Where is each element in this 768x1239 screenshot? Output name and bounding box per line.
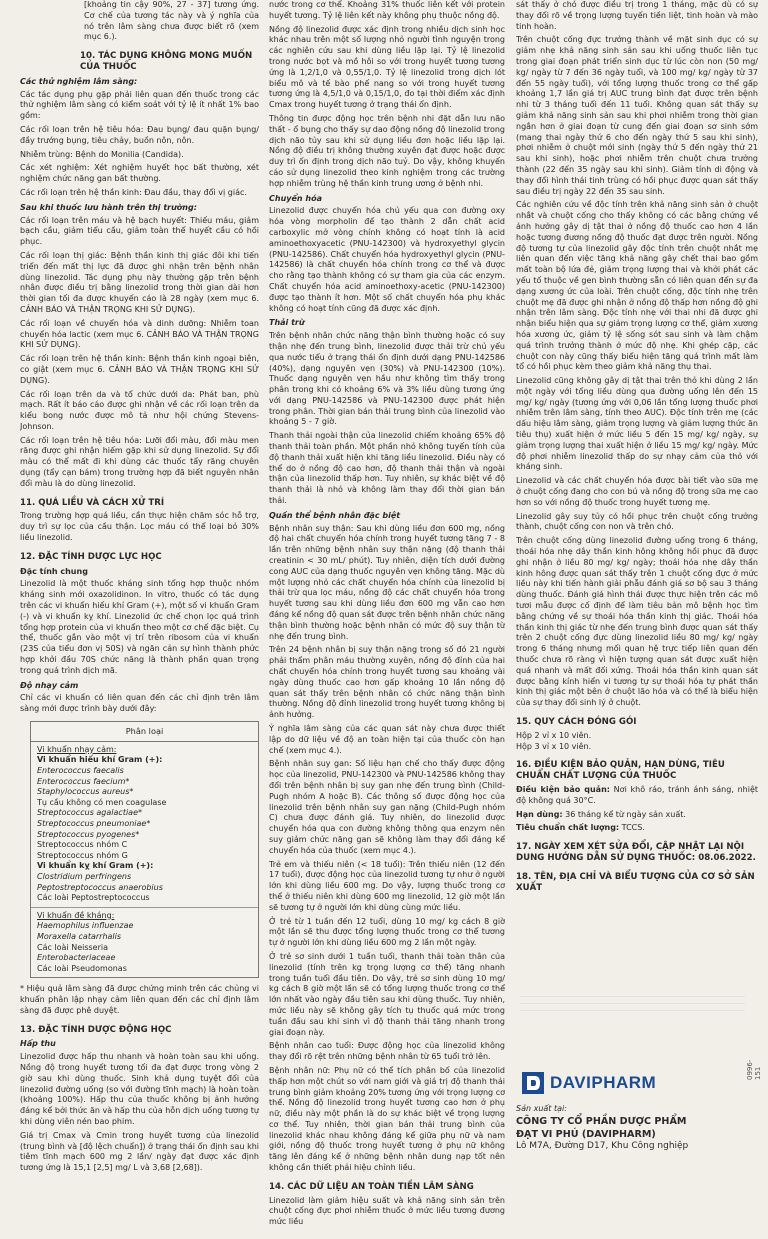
section-12-title: 12. ĐẶC TÍNH DƯỢC LỰC HỌC xyxy=(20,551,162,562)
gram-positive-list xyxy=(37,766,252,861)
table-section-resistant xyxy=(31,907,258,978)
paragraph: Trên 24 bệnh nhân bị suy thận nặng trong số đó 21 người phải thẩm phân máu thường xuyên, nồng độ đỉnh của hai chất chuyển hóa chính trong huyết tương sau khoảng vài ngày dùng thuốc cao hơn gấp khoảng 10 lần nồng độ quan sát thấy trên bệnh nhân có chức năng thận bình thường. Nồng độ đỉnh linezolid trong huyết tương không bị ảnh hưởng. xyxy=(269,645,505,720)
paragraph: Linezolid cũng không gây dị tật thai trên thỏ khi dùng 2 lần một ngày với tổng liều dùng qua đường uống lên đến 15 mg/ kg/ ngày (tương ứng với 0,06 lần tổng lượng thuốc phơi nhiễm trên lâm sàng, tính theo AUC). Độc tính trên mẹ (các dấu hiệu lâm sàng, giảm trọng lượng và giảm lượng thức ăn tiêu thụ) xuất hiện ở mức liều 5 đến 15 mg/ kg/ ngày, sự giảm trọng lượng thai xuất hiện ở liều 15 mg/ kg/ ngày. Mức độ phơi nhiễm linezolid thấp do sự nhạy cảm của thỏ với kháng sinh. xyxy=(516,376,758,472)
value: Nơi khô ráo, tránh ánh sáng, nhiệt độ không quá 30°C. xyxy=(516,784,758,805)
paragraph: Nồng độ linezolid được xác định trong nhiều dịch sinh học khác nhau trên một số lượng nhỏ người tình nguyện trong các nghiên cứu sau khi dùng liều lặp lại. Tỷ lệ linezolid trong nước bọt và mồ hôi so với trong huyết tương tương ứng là 1,2/1,0 và 0,55/1,0. Tỷ lệ linezolid trong dịch lót biểu mô và tế bào phế nang so với trong huyết tương tương ứng là 4,5/1,0 và 0,15/1,0, đo tại thời điểm xác định Cmax trong huyết tương ở trạng thái ổn định. xyxy=(269,24,505,110)
subheading: Thải trừ xyxy=(269,318,305,328)
paragraph: Giá trị Cmax và Cmin trong huyết tương của linezolid (trung bình và [độ lệch chuẩn]) ở trạng thái ổn định sau khi tiêm tĩnh mạch 600 mg 2 lần/ ngày đạt được xác định tương ứng là 15,1 [2,5] mg/ L và 3,68 [2,68]). xyxy=(20,1130,259,1173)
section-13-title: 13. ĐẶC TÍNH DƯỢC ĐỘNG HỌC xyxy=(20,1024,172,1035)
label: Hạn dùng: xyxy=(516,809,563,819)
subheading: Sau khi thuốc lưu hành trên thị trường: xyxy=(20,202,197,212)
bacteria-item: Các loài Neisseria xyxy=(37,942,109,952)
paragraph: Nhiễm trùng: Bệnh do Monilia (Candida). xyxy=(20,149,184,159)
susceptibility-table xyxy=(30,721,259,978)
made-by-label: Sản xuất tại: xyxy=(516,1104,567,1114)
subheading: Các thử nghiệm lâm sàng: xyxy=(20,76,138,86)
table-header: Phân loại xyxy=(31,722,258,742)
bacteria-item: Các loài Pseudomonas xyxy=(37,963,127,973)
paragraph: Các xét nghiệm: Xét nghiệm huyết học bất thường, xét nghiệm chức năng gan bất thường. xyxy=(20,163,259,184)
paragraph: Các rối loạn trên máu và hệ bạch huyết: Thiếu máu, giảm bạch cầu, giảm tiểu cầu, giảm toàn thể huyết cầu có hồi phục. xyxy=(20,215,259,247)
paragraph: Các rối loạn trên da và tổ chức dưới da: Phát ban, phù mạch. Rất ít báo cáo được ghi nhận về các rối loạn trên da kiểu bong nước được mô tả như hội chứng Stevens-Johnson. xyxy=(20,389,259,431)
section-16-title: 16. ĐIỀU KIỆN BẢO QUẢN, HẠN DÙNG, TIÊU CHUẨN CHẤT LƯỢNG CỦA THUỐC xyxy=(516,760,725,782)
paragraph: Linezolid làm giảm hiệu suất và khả năng sinh sản trên chuột cống đực phơi nhiễm thuốc ở mức liều tương đương mức liều xyxy=(269,1195,505,1227)
table-group-title: Vi khuẩn đề kháng: xyxy=(37,910,115,920)
bacteria-item: Enterococcus faecalis xyxy=(37,766,124,775)
bacteria-item: Clostridium perfringens xyxy=(37,871,132,881)
divider xyxy=(520,1003,745,1004)
bacteria-item: Streptococcus nhóm C xyxy=(37,840,128,850)
paragraph: Thanh thải ngoài thận của linezolid chiếm khoảng 65% độ thanh thải toàn phần. Một phần nhỏ không tuyến tính của độ thanh thải xuất hiện khi tăng liều linezolid. Điều này có thể do ở nồng độ cao hơn, độ thanh thải thận và ngoài thận của linezolid thấp hơn. Tuy nhiên, sự khác biệt về độ thanh thải là nhỏ và không làm thay đổi thời gian bán thải. xyxy=(269,431,505,506)
company-address: Lô M7A, Đường D17, Khu Công nghiệp xyxy=(516,1141,689,1152)
label: Tiêu chuẩn chất lượng: xyxy=(516,823,620,833)
bacteria-item: Tụ cầu không có men coagulase xyxy=(37,797,167,807)
section-11-title: 11. QUÁ LIỀU VÀ CÁCH XỬ TRÍ xyxy=(20,497,165,508)
paragraph: Trên chuột cống đực trưởng thành về mặt sinh dục có sự giảm nhẹ khả năng sinh sản sau khi uống thuốc liên tục trong giai đoạn phát triển sinh dục từ lúc còn non (50 mg/ kg/ ngày từ 7 đến 36 ngày tuổi, và 100 mg/ kg/ ngày từ 37 đến 55 ngày tuổi), với tổng lượng thuốc trong cơ thể gấp khoảng 1,7 lần giá trị AUC trung bình đạt được trên bệnh nhi từ 3 tháng tuổi đến 11 tuổi. Không quan sát thấy sự giảm khả năng sinh sản sau khi phơi nhiễm trong thời gian ngắn hơn ở giai đoạn từ cung đến giai đoạn sơ sinh sớm (mang thai ngày thứ 6 cho đến ngày thứ 5 sau khi sinh), phơi nhiễm ở chuột mới sinh (ngày thứ 5 đến ngày thứ 21 sau khi sinh), hoặc phơi nhiễm trên chuột chưa trưởng thành (22 đến 35 ngày sau khi sinh). Giảm tính di động và thay đổi hình thái tinh trùng có hồi phục được quan sát thấy sau điều trị ngày 22 đến 35 sau sinh. xyxy=(516,35,758,196)
column-1 xyxy=(20,0,259,1239)
divider xyxy=(520,1010,745,1011)
bacteria-item: Staphylococcus aureus* xyxy=(37,787,134,797)
bacteria-item: Streptococcus pyogenes* xyxy=(37,829,140,839)
paragraph: Chỉ các vi khuẩn có liên quan đến các chỉ định trên lâm sàng mới được trình bày dưới đây: xyxy=(20,693,259,714)
paragraph: Các rối loạn về chuyển hóa và dinh dưỡng: Nhiễm toan chuyển hóa lactic (xem mục 6. CẢNH BÁO VÀ THẬN TRỌNG KHI SỬ DỤNG). xyxy=(20,318,259,350)
logo-wordmark: DAVIPHARM xyxy=(550,1072,657,1092)
paragraph: Các rối loạn trên hệ tiêu hóa: Đau bụng/ đau quặn bụng/ đầy trướng bụng, tiêu chảy, buồn nôn, nôn. xyxy=(20,124,259,145)
section-10-title: 10. TÁC DỤNG KHÔNG MONG MUỐN CỦA THUỐC xyxy=(80,51,253,72)
bacteria-item: Streptococcus agalactiae* xyxy=(37,808,142,818)
side-code: 0996-151 xyxy=(746,1059,762,1080)
bacteria-item: Enterococcus faecium* xyxy=(37,776,130,786)
paragraph: Trong trường hợp quá liều, cần thực hiện chăm sóc hỗ trợ, duy trì sự lọc của cầu thận. Lọc máu có thể loại bỏ 30% liều linezolid. xyxy=(20,511,259,543)
list-item: Hộp 3 vỉ x 10 viên. xyxy=(516,741,592,751)
label: 17. NGÀY XEM XÉT SỬA ĐỔI, CẬP NHẬT LẠI NỘI DUNG HƯỚNG DẪN SỬ DỤNG THUỐC: xyxy=(516,842,745,863)
bacteria-item: Peptostreptococcus anaerobius xyxy=(37,882,163,892)
standard-line xyxy=(516,823,758,834)
table-section-sensitive xyxy=(31,742,258,907)
table-group-title: Vi khuẩn nhạy cảm: xyxy=(37,744,117,754)
company-name-line-2: ĐẠT VI PHÚ (DAVIPHARM) xyxy=(516,1129,656,1141)
paragraph: * Hiệu quả lâm sàng đã được chứng minh trên các chủng vi khuẩn phân lập nhạy cảm liên quan đến các chỉ định lâm sàng đã được phê duyệt. xyxy=(20,984,259,1015)
divider xyxy=(520,996,745,997)
paragraph: Các rối loạn trên hệ thần kinh: Bệnh thần kinh ngoại biên, co giật (xem mục 6. CẢNH BÁO VÀ THẬN TRỌNG KHI SỬ DỤNG). xyxy=(20,354,259,385)
bacteria-item: Các loài Peptostreptococcus xyxy=(37,893,150,903)
storage-line xyxy=(516,785,758,807)
anaerobe-list xyxy=(37,872,252,904)
subheading: Hấp thu xyxy=(20,1039,56,1049)
paragraph: Linezolid được chuyển hóa chủ yếu qua con đường oxy hóa vòng morpholin để tạo thành 2 dẫn chất acid carboxylic mở vòng chính không có hoạt tính là acid aminoethoxyacetic (PNU-142300) và hydroxyethyl glycin (PNU-142586). Chất chuyển hóa hydroxyethyl glycin (PNU-142586) là chất chuyển hóa chính trong cơ thể và được cho rằng tạo thành không có sự tham gia của các enzym. Chất chuyển hóa acid aminoethoxy-acetic (PNU-142300) được tạo thành ít hơn. Một số chất chuyển hóa phụ khác không có hoạt tính cũng đã được xác định. xyxy=(269,206,505,313)
paragraph: Linezolid là một thuốc kháng sinh tổng hợp thuộc nhóm kháng sinh mới oxazolidinon. In vitro, thuốc có tác dụng trên các vi khuẩn hiếu khí Gram (+), một số vi khuẩn Gram (-) và vi khuẩn kỵ khí. Linezolid ức chế chọn lọc quá trình tổng hợp protein của vi khuẩn theo một cơ chế đặc biệt. Cụ thể, thuốc gắn vào một vị trí trên ribosom của vi khuẩn (23S của tiểu đơn vị 50S) và ngăn cản sự hình thành phức hợp khởi đầu 70S chức năng là thành phần quan trọng trong quá trình dịch mã. xyxy=(20,579,259,675)
bacteria-item: Streptococcus pneumoniae* xyxy=(37,818,151,828)
paragraph: Ở trẻ từ 1 tuần đến 12 tuổi, dùng 10 mg/ kg cách 8 giờ một lần sẽ thu được tổng lượng thuốc trong cơ thể tương tự ở người lớn khi dùng liều 600 mg 2 lần một ngày. xyxy=(269,916,505,948)
paragraph: Trên bệnh nhân chức năng thận bình thường hoặc có suy thận nhẹ đến trung bình, linezolid được thải trừ chủ yếu qua nước tiểu ở trạng thái ổn định dưới dạng PNU-142586 (40%), dạng nguyên vẹn (30%) và PNU-142300 (10%). Thuốc dạng nguyên vẹn hầu như không tìm thấy trong phân trong khi có khoảng 6% và 3% liều dùng tương ứng với dạng PNU-142586 và PNU-142300 được phát hiện trong phân. Thời gian bán thải trung bình của linezolid vào khoảng 5 - 7 giờ. xyxy=(269,331,505,427)
paragraph: Ý nghĩa lâm sàng của các quan sát này chưa được thiết lập do dữ liệu về độ an toàn hiện tại của thuốc còn hạn chế (xem mục 4.). xyxy=(269,724,505,755)
paragraph: Các rối loạn thị giác: Bệnh thần kinh thị giác đôi khi tiến triển đến mất thị lực đã được ghi nhận trên bệnh nhân dùng linezolid. Tác dụng phụ này thường gặp trên bệnh nhân được điều trị bằng linezolid trong thời gian dài hơn thời gian tối đa được khuyến cáo là 28 ngày (xem mục 6. CẢNH BÁO VÀ THẬN TRỌNG KHI SỬ DỤNG). xyxy=(20,250,259,314)
subheading: Chuyển hóa xyxy=(269,193,322,203)
table-group-title: Vi khuẩn hiếu khí Gram (+): xyxy=(37,755,163,765)
company-name-line-1: CÔNG TY CỔ PHẦN DƯỢC PHẨM xyxy=(516,1116,687,1128)
section-15-title: 15. QUY CÁCH ĐÓNG GÓI xyxy=(516,717,637,727)
paragraph: nước trong cơ thể. Khoảng 31% thuốc liên kết với protein huyết tương. Tỷ lệ liên kết này không phụ thuộc nồng độ. xyxy=(269,0,505,20)
paragraph: Linezolid và các chất chuyển hóa được bài tiết vào sữa mẹ ở chuột cống đang cho con bú và nồng độ trong sữa mẹ cao hơn so với nồng độ thuốc trong huyết tương mẹ. xyxy=(516,476,758,507)
paragraph: Thông tin được động học trên bệnh nhi đặt dẫn lưu não thất - ổ bụng cho thấy sự dao động nồng độ linezolid trong dịch não tủy sau khi sử dụng liều đơn hoặc liều lặp lại. Nồng độ điều trị không thường xuyên đạt được hoặc được duy trì ổn định trong dịch não tuỷ. Do vậy, không khuyến cáo sử dụng linezolid theo kinh nghiệm trong các trường hợp nhiễm trùng hệ thần kinh trung ương ở bệnh nhi. xyxy=(269,113,505,188)
paragraph: sát thấy ở chó được điều trị trong 1 tháng, mặc dù có sự thay đổi rõ về trọng lượng tuyến tiền liệt, tinh hoàn và mào tinh hoàn. xyxy=(516,0,758,31)
bacteria-item: Enterobacteriaceae xyxy=(37,953,116,963)
paragraph: Các nghiên cứu về độc tính trên khả năng sinh sản ở chuột nhắt và chuột cống cho thấy không có các bằng chứng về ảnh hưởng gây dị tật thai ở nồng độ thuốc cao hơn 4 lần hoặc tương đương nồng độ thuốc đạt được trên người. Nồng độ tương tự của linezolid gây độc tính trên chuột nhắt mẹ liên quan đến việc tăng khả năng gây chết thai bao gồm mất toàn bộ lứa đẻ, giảm trọng lượng thai và khởi phát các yếu tố thuộc về gen bình thường sẵn có liên quan đến sự đa dạng xương ức của loài. Trên chuột cống, độc tính nhẹ trên chuột mẹ đã được ghi nhận ở nồng độ thấp hơn nồng độ ghi nhận trên lâm sàng. Độc tính nhẹ với thai nhi đã được ghi nhận biểu hiện qua sự giảm trọng lượng cơ thể, giảm xương hóa xương ức, giảm tỷ lệ sống sót sau sinh và làm chậm quá trình trưởng thành ở mức độ nhẹ. Khi ghép cặp, các chuột con này cũng thấy biểu hiện tăng quá trình mất làm tổ có hồi phục kèm theo giảm khả năng thụ thai. xyxy=(516,200,758,372)
value: 36 tháng kể từ ngày sản xuất. xyxy=(562,809,686,819)
paragraph: Linezolid được hấp thu nhanh và hoàn toàn sau khi uống. Nồng độ trong huyết tương tối đa đạt được trong vòng 2 giờ sau khi dùng thuốc. Sinh khả dụng tuyệt đối của linezolid đường uống (so với đường tĩnh mạch) là hoàn toàn (khoảng 100%). Hấp thu của thuốc không bị ảnh hưởng đáng kể bởi thức ăn và hấp thu của hỗn dịch uống tương tự khi dùng viên nén bao phim. xyxy=(20,1052,259,1127)
label: Điều kiện bảo quản: xyxy=(516,784,610,794)
section-18-title: 18. TÊN, ĐỊA CHỈ VÀ BIỂU TƯỢNG CỦA CƠ SỞ SẢN XUẤT xyxy=(516,871,755,893)
paragraph: Bệnh nhân nữ: Phụ nữ có thể tích phân bố của linezolid thấp hơn một chút so với nam giới và giá trị độ thanh thải trung bình giảm khoảng 20% tương ứng với trọng lượng cơ thể. Nồng độ linezolid trong huyết tương cao hơn ở phụ nữ, điều này một phần là do sự khác biệt về trọng lượng cơ thể. Tuy nhiên, thời gian bán thải trung bình của linezolid khác nhau không đáng kể giữa phụ nữ và nam giới, nồng độ thuốc trong huyết tương ở phụ nữ không tăng lên đáng kể ở những bệnh nhân dung nạp tốt nên không cần thiết phải hiệu chỉnh liều. xyxy=(269,1065,505,1173)
list-item: Hộp 2 vỉ x 10 viên. xyxy=(516,730,592,740)
bacteria-item: Streptococcus nhóm G xyxy=(37,850,128,860)
shelf-life-line xyxy=(516,810,758,821)
paragraph: Bệnh nhân suy gan: Số liệu hạn chế cho thấy được động học của linezolid, PNU-142300 và PNU-142586 không thay đổi trên bệnh nhân bị suy gan nhẹ đến trung bình (Child-Pugh nhóm A hoặc B). Các thông số được động học của linezolid trên bệnh nhân suy gan nặng (Child-Pugh nhóm C) chưa được đánh giá. Tuy nhiên, do linezolid được chuyển hóa qua con đường không thông qua enzym nên suy giảm chức năng gan sẽ không làm thay đổi đáng kể chuyển hóa của thuốc (xem mục 4.). xyxy=(269,759,505,855)
paragraph: Các rối loạn trên hệ tiêu hóa: Lưỡi đổi màu, đổi màu men răng được ghi nhận hiếm gặp khi sử dụng linezolid. Sự đổi màu có thể mất đi khi dùng các thuốc tẩy răng chuyên dụng (tẩy cạn bám) trong trường hợp đã biết nguyên nhân đổi màu là do dùng linezolid. xyxy=(20,435,259,488)
paragraph: Ở trẻ sơ sinh dưới 1 tuần tuổi, thanh thải toàn thân của linezolid (tính trên kg trọng lượng cơ thể) tăng nhanh trong tuần tuổi đầu tiên. Do vậy, trẻ sơ sinh dùng 10 mg/ kg cách 8 giờ một lần sẽ có tổng lượng thuốc trong cơ thể lớn nhất vào ngày đầu tiên sau khi dùng thuốc. Tuy nhiên, mức liều này sẽ không gây tích tụ thuốc quá mức trong tuần đầu sau khi sinh vì độ thanh thải tăng nhanh trong giai đoạn này. xyxy=(269,951,505,1037)
subheading: Đặc tính chung xyxy=(20,566,88,576)
revision-date: 08.06.2022. xyxy=(695,852,756,863)
paragraph: Bệnh nhân cao tuổi: Được động học của linezolid không thay đổi rõ rệt trên những bệnh nhân từ 65 tuổi trở lên. xyxy=(269,1041,505,1062)
faded-show-through-text xyxy=(520,990,745,1110)
value: TCCS. xyxy=(619,823,645,833)
paragraph: Bệnh nhân suy thận: Sau khi dùng liều đơn 600 mg, nồng độ hai chất chuyển hóa chính trong huyết tương tăng 7 - 8 lần trên những bệnh nhân suy thận nặng (độ thanh thải creatinin < 30 mL/ phút). Tuy nhiên, diện tích dưới đường cong AUC của dạng thuốc nguyên vẹn không tăng. Mặc dù một lượng nhỏ các chất chuyển hóa chính của linezolid bị thải trừ qua lọc máu, nồng độ các chất chuyển hóa trong huyết tương sau khi dùng liều đơn 600 mg vẫn cao hơn đáng kể nồng độ quan sát được trên bệnh nhân chức năng thận bình thường hoặc bệnh nhân có mức độ suy thận từ nhẹ đến trung bình. xyxy=(269,523,505,641)
subheading: Độ nhạy cảm xyxy=(20,680,79,690)
bacteria-item: Moraxella catarrhalis xyxy=(37,931,122,941)
paragraph: Các rối loạn trên hệ thần kinh: Đau đầu, thay đổi vị giác. xyxy=(20,187,247,197)
column-2 xyxy=(269,0,505,1239)
paragraph: Các tác dụng phụ gặp phải liên quan đến thuốc trong các thử nghiệm lâm sàng có kiểm soát với tỷ lệ ít nhất 1% bao gồm: xyxy=(20,89,259,121)
paragraph: Linezolid gây suy tủy có hồi phục trên chuột cống trưởng thành, chuột cống con non và trên chó. xyxy=(516,511,758,532)
bacteria-item: Haemophilus influenzae xyxy=(37,921,134,931)
section-17-title xyxy=(516,842,758,864)
paragraph: Trẻ em và thiếu niên (< 18 tuổi): Trên thiếu niên (12 đến 17 tuổi), được động học của linezolid tương tự như ở người lớn khi dùng liều 600 mg. Do vậy, lượng thuốc trong cơ thể ở thiếu niên khi dùng 600 mg linezolid, 12 giờ một lần sẽ tương tự ở người lớn khi dùng cùng mức liều. xyxy=(269,859,505,912)
resistant-list xyxy=(37,921,252,974)
table-group-title: Vi khuẩn kỵ khí Gram (+): xyxy=(37,861,154,871)
subheading: Quần thể bệnh nhân đặc biệt xyxy=(269,510,401,520)
section-14-title: 14. CÁC DỮ LIỆU AN TOÀN TIỀN LÂM SÀNG xyxy=(269,1181,474,1192)
paragraph: [khoảng tin cậy 90%, 27 - 37] tương ứng. Cơ chế của tương tác này và ý nghĩa của nó trên lâm sàng chưa được biết rõ (xem mục 6.). xyxy=(84,0,259,42)
paragraph: Trên chuột cống dùng linezolid đường uống trong 6 tháng, thoái hóa nhẹ dây thần kinh hông không hồi phục đã được ghi nhận ở liều 80 mg/ kg/ ngày; thoái hóa nhẹ dây thần kinh hông được quan sát thấy trên 1 chuột cống đực ở mức liều này khi tiến hành giải phẫu đánh giá sơ bộ sau 3 tháng dùng thuốc. Đánh giá hình thái được thực hiện trên các mô tươi mẫu được cố định để làm tiêu bản mô bệnh học tìm bằng chứng về sự thoái hóa thần kinh thị giác. Thoái hóa thần kinh thị giác từ nhẹ đến trung bình được quan sát thấy trên 2 chuột cống đực dùng linezolid liều 80 mg/ kg/ ngày trong 6 tháng nhưng mối quan hệ trực tiếp liên quan đến thuốc chưa rõ ràng vì hiện tượng quan sát được xuất hiện quá nhanh và mất đối xứng. Thoái hóa thần kinh quan sát được bằng kính hiển vi tương tự sự thoái hóa tự phát thần kinh thị giác một bên ở chuột lão hóa và có thể là biểu hiện của sự thay đổi sinh lý ở chuột. xyxy=(516,536,758,708)
